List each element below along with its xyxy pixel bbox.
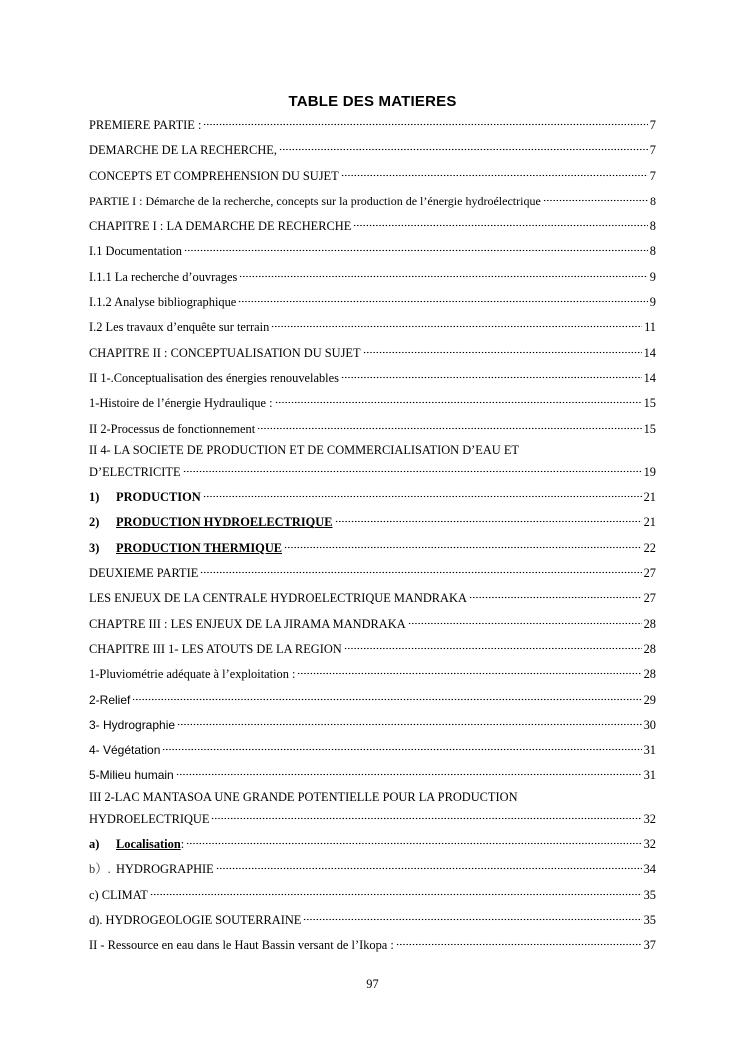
toc-entry-page: 7 <box>649 168 656 183</box>
toc-entry[interactable] <box>89 739 656 758</box>
dot-leader <box>176 764 642 779</box>
toc-entry-number: 2) <box>89 515 100 530</box>
toc-entry-text: DEUXIEME PARTIE <box>89 566 199 581</box>
dot-leader <box>353 215 648 230</box>
toc-entry[interactable] <box>89 367 656 385</box>
dot-leader <box>216 858 642 873</box>
toc-entry-page: 8 <box>650 193 656 208</box>
toc-entry-page: 15 <box>643 396 656 411</box>
dot-leader <box>200 562 641 577</box>
toc-entry-text: II - Ressource en eau dans le Haut Bassin versant de l’Ikopa : <box>89 938 394 953</box>
toc-entry-text: 5-Milieu humain <box>89 768 174 783</box>
toc-entry-text: HYDROELECTRIQUE <box>89 811 210 826</box>
toc-entry-page: 32 <box>643 811 656 826</box>
toc-entry-text: II 2-Processus de fonctionnement <box>89 421 256 436</box>
toc-entry-page: 15 <box>643 421 656 436</box>
dot-leader <box>162 739 641 754</box>
toc-entry[interactable] <box>89 266 656 284</box>
toc-entry-suffix: : <box>180 837 185 852</box>
toc-entry-page: 14 <box>643 345 656 360</box>
dot-leader <box>363 342 642 357</box>
dot-leader <box>257 418 641 433</box>
toc-entry-page: 14 <box>643 370 656 385</box>
dot-leader <box>150 884 642 899</box>
toc-entry-page: 7 <box>649 118 656 132</box>
dot-leader <box>183 461 642 476</box>
dot-leader <box>284 537 642 552</box>
toc-entry-text: 3- Hydrographie <box>89 717 176 732</box>
dot-leader <box>303 909 641 924</box>
toc-entry[interactable] <box>89 215 656 234</box>
toc-entry-text: CHAPITRE III 1- LES ATOUTS DE LA REGION <box>89 641 342 656</box>
toc-entry-text: PREMIERE PARTIE : <box>89 118 202 132</box>
toc-entry-text: d). HYDROGEOLOGIE SOUTERRAINE <box>89 912 302 927</box>
toc-entry-text: CONCEPTS ET COMPREHENSION DU SUJET <box>89 168 339 183</box>
dot-leader <box>211 808 641 823</box>
toc-entry-page: 31 <box>643 743 656 758</box>
toc-entry[interactable] <box>89 190 656 208</box>
toc-entry[interactable] <box>89 139 656 158</box>
toc-entry[interactable] <box>89 486 656 505</box>
toc-entry[interactable] <box>89 342 656 360</box>
toc-entry-text: D’ELECTRICITE <box>89 464 181 479</box>
toc-entry[interactable] <box>89 511 656 530</box>
toc-entry-number: a) <box>89 837 100 852</box>
page-title: TABLE DES MATIERES <box>288 93 457 110</box>
toc-entry[interactable] <box>89 114 656 132</box>
dot-leader <box>184 240 648 255</box>
toc-entry-text: CHAPITRE I : LA DEMARCHE DE RECHERCHE <box>89 219 352 234</box>
toc-entry-text-line1: II 4- LA SOCIETE DE PRODUCTION ET DE COMMERCIALISATION D’EAU ET <box>89 442 519 457</box>
toc-entry[interactable] <box>89 418 656 436</box>
page-number: 97 <box>366 977 379 991</box>
toc-entry-page: 21 <box>643 490 656 505</box>
toc-entry-page: 19 <box>643 464 656 479</box>
dot-leader <box>186 833 641 848</box>
toc-entry-text: 1-Pluviométrie adéquate à l’exploitation : <box>89 667 296 682</box>
toc-entry-number: b）. <box>89 862 111 877</box>
dot-leader <box>396 934 642 949</box>
toc-entry-page: 9 <box>649 295 656 310</box>
toc-entry-page: 27 <box>643 591 656 606</box>
toc-entry-text: PRODUCTION HYDROELECTRIQUE <box>116 515 333 530</box>
toc-entry-text: I.1.1 La recherche d’ouvrages <box>89 269 238 284</box>
dot-leader <box>203 114 647 129</box>
toc-entry-page: 27 <box>643 566 656 581</box>
toc-entry-page: 29 <box>643 692 656 707</box>
toc-entry[interactable] <box>89 587 656 606</box>
toc-entry[interactable] <box>89 689 656 707</box>
toc-entry-page: 8 <box>649 219 656 234</box>
toc-entry[interactable] <box>89 833 656 852</box>
toc-entry-page: 28 <box>643 641 656 656</box>
toc-entry[interactable] <box>89 714 656 732</box>
toc-entry-page: 35 <box>643 887 656 902</box>
toc-entry[interactable] <box>89 562 656 581</box>
dot-leader <box>239 266 648 281</box>
toc-entry[interactable] <box>89 638 656 656</box>
toc-entry-text: CHAPTRE III : LES ENJEUX DE LA JIRAMA MANDRAKA <box>89 616 406 631</box>
dot-leader <box>341 367 642 382</box>
toc-entry-page: 32 <box>643 837 656 852</box>
dot-leader <box>238 291 648 306</box>
toc-entry-page: 37 <box>643 938 656 953</box>
toc-entry-page: 21 <box>643 515 656 530</box>
table-of-contents <box>89 114 656 960</box>
toc-entry-page: 11 <box>644 320 656 335</box>
toc-entry-text: PRODUCTION <box>116 490 201 505</box>
toc-entry-number: 3) <box>89 540 100 555</box>
dot-leader <box>344 638 642 653</box>
toc-entry-text: 4- Végétation <box>89 743 161 758</box>
dot-leader <box>543 190 648 205</box>
toc-entry[interactable] <box>89 884 656 902</box>
toc-entry-text: I.2 Les travaux d’enquête sur terrain <box>89 320 270 335</box>
toc-entry[interactable] <box>89 537 656 555</box>
toc-entry-page: 35 <box>643 912 656 927</box>
dot-leader <box>297 663 641 678</box>
toc-entry[interactable] <box>89 316 656 335</box>
toc-entry[interactable] <box>89 240 656 259</box>
toc-entry-text: 2-Relief <box>89 692 131 707</box>
dot-leader <box>335 511 642 526</box>
toc-entry[interactable] <box>89 442 656 479</box>
toc-entry-text: 1-Histoire de l’énergie Hydraulique : <box>89 396 273 411</box>
toc-entry[interactable] <box>89 392 656 411</box>
toc-entry[interactable] <box>89 909 656 927</box>
toc-entry-text: I.1 Documentation <box>89 244 182 259</box>
toc-entry-page: 9 <box>649 269 656 284</box>
dot-leader <box>341 165 648 180</box>
toc-entry[interactable] <box>89 165 656 183</box>
toc-entry-page: 30 <box>643 717 656 732</box>
toc-entry-text: CHAPITRE II : CONCEPTUALISATION DU SUJET <box>89 345 361 360</box>
toc-entry-text: DEMARCHE DE LA RECHERCHE, <box>89 143 277 158</box>
dot-leader <box>469 587 642 602</box>
dot-leader <box>132 689 641 704</box>
toc-entry-text: PRODUCTION THERMIQUE <box>116 540 283 555</box>
toc-entry-page: 28 <box>643 616 656 631</box>
dot-leader <box>203 486 642 501</box>
toc-entry-page: 31 <box>643 768 656 783</box>
toc-entry-page: 22 <box>643 540 656 555</box>
toc-entry[interactable] <box>89 291 656 310</box>
dot-leader <box>279 139 648 154</box>
toc-entry-text: c) CLIMAT <box>89 887 148 902</box>
toc-entry-text: Localisation <box>116 837 181 852</box>
toc-entry-text: LES ENJEUX DE LA CENTRALE HYDROELECTRIQUE MANDRAKA <box>89 591 467 606</box>
toc-entry-text: PARTIE I : Démarche de la recherche, concepts sur la production de l’énergie hydroélectrique <box>89 193 541 208</box>
toc-entry[interactable] <box>89 613 656 631</box>
toc-entry-number: 1) <box>89 490 100 505</box>
toc-entry-page: 34 <box>643 862 656 877</box>
dot-leader <box>177 714 642 729</box>
toc-entry-text-line1: III 2-LAC MANTASOA UNE GRANDE POTENTIELLE POUR LA PRODUCTION <box>89 789 518 804</box>
toc-entry-page: 7 <box>649 143 656 158</box>
toc-entry[interactable] <box>89 789 656 826</box>
dot-leader <box>408 613 642 628</box>
toc-entry[interactable] <box>89 934 656 953</box>
toc-entry[interactable] <box>89 858 656 877</box>
toc-entry-text: HYDROGRAPHIE <box>116 862 214 877</box>
toc-entry-text: I.1.2 Analyse bibliographique <box>89 295 237 310</box>
toc-entry[interactable] <box>89 764 656 783</box>
toc-entry[interactable] <box>89 663 656 682</box>
toc-entry-page: 8 <box>649 244 656 259</box>
toc-entry-text: II 1-.Conceptualisation des énergies renouvelables <box>89 370 339 385</box>
toc-entry-page: 28 <box>643 667 656 682</box>
dot-leader <box>271 316 642 331</box>
dot-leader <box>275 392 642 407</box>
